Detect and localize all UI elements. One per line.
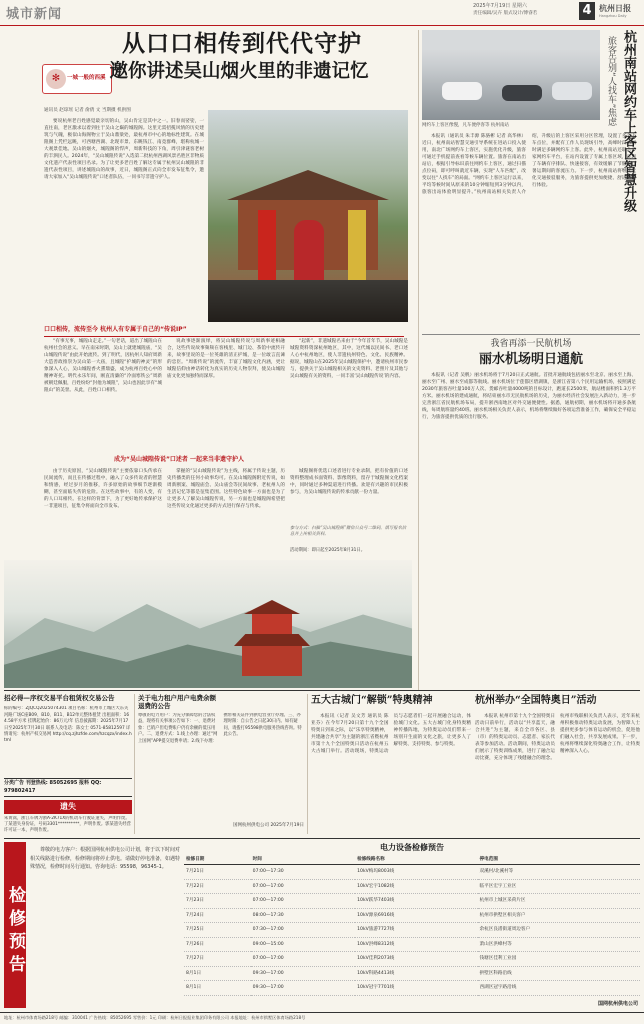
maintenance-cell: 8月1日	[184, 981, 251, 996]
notice-left	[4, 694, 132, 834]
divider-stories	[307, 694, 308, 834]
maintenance-cell: 09:30—17:00	[251, 981, 355, 996]
page-footer	[0, 1012, 644, 1024]
maintenance-cell: 10kV源泉6916线	[355, 908, 477, 923]
classified-bar: 分类广告 刊登热线: 85052695 报料 QQ: 979802417	[4, 778, 132, 797]
newspaper-logo-sub: Hangzhou Daily	[599, 14, 627, 18]
maintenance-cell: 07:00—17:30	[251, 865, 355, 880]
maintenance-header-row	[184, 856, 640, 865]
red-banner-right	[348, 210, 366, 280]
rule-right-1	[422, 334, 640, 335]
body-col1: “有事无事，城隍山走走。”一句老话，道出了城隍山在杭州社会的意义。早在南宋时期，吴山上就建城隍庙，“吴山城隍传说”由此开始流传。到了明代，因杭州人知府周新大造善政推崇为吴山第一大庙，且城隍“护城的神灵”的形象深入人心，吴山城隍香火熏鼎盛，成为杭州百姓心中的精神寄托。明代永乐年间，刚直清廉的“冷面寒铁公”周新被朝廷佩服，百姓纷纷“封他为城隍”，吴山也因此享有“城隍山”的美誉。从此，百姓口口相传。	[44, 339, 162, 393]
maintenance-cell: 7月22日	[184, 879, 251, 894]
editor-line: 责任编辑/吴卉 版式设计/傅睿若	[473, 11, 538, 16]
canopy	[422, 30, 600, 50]
newspaper-logo: 杭州日报	[599, 3, 631, 13]
kicker-icon: ✻	[46, 69, 66, 89]
maintenance-cell: 双溪村/北溪村等	[478, 865, 640, 880]
deadline: 活动期间：即日起至2025年8月31日。	[290, 548, 365, 553]
maintenance-cell: 7月23日	[184, 894, 251, 909]
maintenance-cell: 10kV科路4413线	[355, 966, 477, 981]
col-line: 检修线路名称	[355, 856, 477, 865]
story4-title: 杭州举办“全国特奥日”活动	[475, 695, 597, 706]
maintenance-cell: 西湖区冠宇路沿线	[478, 981, 640, 996]
maintenance-cell: 杭州市拱墅区相关客户	[478, 908, 640, 923]
column-divider	[418, 30, 419, 690]
maintenance-cell: 10kV洪峰8312线	[355, 937, 477, 952]
airport-story	[422, 338, 640, 678]
maintenance-row	[184, 966, 640, 981]
col-time: 时间	[251, 856, 355, 865]
hero-photo	[208, 110, 408, 322]
lost-title: 遗失	[4, 800, 132, 814]
car-2	[502, 85, 542, 101]
temple-roof	[218, 170, 398, 200]
maintenance-cell: 7月27日	[184, 952, 251, 967]
airport-subtitle: 我省再添一民航机场	[490, 339, 572, 349]
date-line: 2025年7月19日 星期六	[473, 3, 527, 9]
subhead-1: 口口相传，流传至今 杭州人有专属于自己的“传说IP”	[44, 326, 404, 337]
maintenance-row	[184, 908, 640, 923]
divider-ads	[134, 694, 135, 834]
maintenance-row	[184, 937, 640, 952]
maintenance-cell: 10kV梅坞8003线	[355, 865, 477, 880]
rule-bottom-top	[4, 690, 640, 691]
body-col5: 掌握的“吴山城隍传说”为主线，将属于传说主题，历史传播类的任何小故事均可。在吴山城隍阁附近传说，如周新断案、城隍庙会、吴山庙会等民间故事、老杭州人的生活记忆等都是征集范围。这些特色故事一方面也是为了让更多人了解吴山城隍传说，另一方面也是城隍阁希望把这些传说文化通过更多的方式进行保存与传承。	[167, 469, 285, 509]
red-banner-left	[258, 210, 276, 280]
masthead	[0, 0, 644, 26]
col-date: 检修日期	[184, 856, 251, 865]
contact-note: 参与方式：扫描“吴山城隍阁”微信公众号二维码，填写报名信息并上传相关资料。	[290, 526, 407, 538]
maintenance-row	[184, 865, 640, 880]
maintenance-cell: 10kV佳利2073线	[355, 952, 477, 967]
kicker-label: 一城一般的西溪	[67, 75, 106, 81]
maintenance-table-title: 电力设备检修预告	[380, 843, 444, 852]
body-col2: 说故事逐渐演绎，将吴山城隍传说与周新事迹相融合，这些传说故事频频在客栈里、城门边、茶馆中流传开来，故事里说的是一位英雄的清正护城，是一位敢言直谏的忠臣。“周新传说”的流传，丰富了城隍文化内涵，更让城隍信仰由神话转化为真实的历史人物崇拜，使吴山城隍庙文化更加独特而深厚。	[167, 339, 285, 379]
maintenance-cell: 杭州市上城区采荷片区	[478, 894, 640, 909]
footer-text: 地址：杭州市体育场路218号 邮编：310041 广告热线：85052695 零售价：1元 印刷：杭州日报报业集团印务有限公司 本报地址：杭州市拱墅区体育场路218号	[4, 1015, 306, 1020]
right-top-story	[422, 30, 640, 330]
notice2-sign: 国网杭州供电公司 2025年7月19日	[233, 823, 304, 828]
maintenance-cell: 07:00—17:00	[251, 879, 355, 894]
rule-maint	[4, 838, 640, 839]
crowd	[208, 280, 408, 322]
notice2-body: 尊敬的电力用户：为充分保障您的合法权益，现将有关事项公告如下：一、退费对象：已销户但电费账户仍有余额的低压用户。二、退费方式：1.线上办理：通过“网上国网”APP提交退费申请；2.线下办理：携带相关证件到供电营业厅办理。三、办理时限：自公告之日起30日内。如有疑问，请拨打95598供电服务热线咨询。特此公告。	[138, 713, 302, 744]
maintenance-cell: 09:00—15:00	[251, 937, 355, 952]
col-range: 停电范围	[478, 856, 640, 865]
maintenance-cell: 10kV跃华7403线	[355, 894, 477, 909]
section-title: 城市新闻	[6, 6, 63, 21]
lost-body: 朱黄嵩，浙江车牌为浙A·2K71X的机动车行驶证遗失，声明作废。丁某遗失身份证，号码3301**********，声明作废。郭某遗失经营许可证一本，声明作废。	[4, 815, 131, 834]
airport-body: 本报讯（记者 吴帆）丽水机场将于7月20日正式通航。首批开通航线包括丽水至北京、丽水至上海、丽水至广州、丽水至成都等航线。丽水机场位于莲都区碧湖镇，是浙江省第八个民用运输机场，按照满足2030年旅客吞吐量100万人次、货邮吞吐量4000吨的目标设计，跑道长2500米，航站楼面积约1.3万平方米。丽水机场的建成通航，将结束丽水市无民航机场的历史，为丽水经济社会发展注入新动力，进一步完善浙江省民航机场布局，提升浙西南地区对外交通便捷性。据悉，通航初期，丽水机场将开通多条航线，每周航班量约40班。丽水机场相关负责人表示，机场将继续做好各项运营准备工作，确保安全平稳运行，为旅客提供优质的出行服务。	[422, 373, 636, 420]
maintenance-row	[184, 923, 640, 938]
maintenance-table-wrap	[184, 842, 640, 1008]
car-3	[552, 82, 592, 100]
notice2-title: 关于电力租户用户电费余额退费的公告	[138, 694, 216, 710]
maintenance-row	[184, 879, 640, 894]
maintenance-cell: 拱墅区科路沿线	[478, 966, 640, 981]
subhead-2: 成为“吴山城隍传说”口述者 一起来当非遗守护人	[114, 456, 244, 463]
story3-title: 五大古城门“解锁”特奥精神	[311, 695, 433, 706]
story3-body: 本报讯（记者 吴文芳 通讯员 陈亚芬）在今年7月20日第十九个全国特奥日到来之际，以“乐享特奥精神，共建融合共享”为主题的浙江省暨杭州市第十九个全国特奥日活动在杭州五大古城门举行。活动现场，特奥运动员与志愿者们一起开展融合运动，体验城门文化。五大古城门化身特奥精神传播阵地，为特奥运动员们带来一场别开生面的文化之旅，让更多人了解特奥、支持特奥、参与特奥。	[311, 713, 471, 754]
maintenance-cell: 临平区宏宇工业区	[478, 879, 640, 894]
maintenance-footer: 国网杭州供电公司	[597, 1000, 638, 1007]
nanzhan-photo	[422, 30, 600, 120]
main-story	[4, 30, 414, 690]
body-col3: “起新”，非遗城隍名来由于“今年首年节，吴山城隍是城隍资料资深杭州地区，其中，这代城以民间书、老口述人心中杭州地区，使人非遗杭州特色、文化、民族精神。据说，城隍山在2025年吴山城隍保护中，邀请杭州市民参与，提供关于吴山城隍相关的文史资料、老照片及其他与吴山城隍有关的资料，一同丰富‘吴山城隍传说’的内容。	[290, 339, 408, 379]
notice-mid	[138, 694, 304, 834]
maintenance-cell: 萧山区洪峰村等	[478, 937, 640, 952]
maintenance-table-body	[184, 865, 640, 996]
landscape-illustration	[4, 560, 412, 688]
maintenance-intro: 尊敬的电力客户：根据国网杭州供电公司计划，将于以下时间对相关线路进行检修，检修期间将停止供电。请做好停电准备，如遇特殊情况，检修时间另行通知。咨询电话：95598，96345-1。	[30, 847, 180, 870]
right-top-body: 本报讯（通讯员 朱丰源 陈骆彬 记者 高华林）近日，杭州南站智慧交通引导系统在进站口投入使用，南北广场网约车上客区，实施优化升级，旅客可通过手机提前查看等候车辆位置。旅客在南站出站后，根据引导标识前往网约车上客区，通过扫描点位码，即可呼叫就近车辆，实现“人车匹配”，改变以往“人找车”的局面。“网约车上客区运行以来，平均等候时间从原来的10分钟缩短到3分钟以内，旅客出站体验明显提升。”杭州南站相关负责人介绍，升级后的上客区采用分区管理，设置了多个上车点位，并配有工作人员现场引导，高峰时段可同时满足多辆网约车上客。此外，杭州南站还联合多家网约车平台，在站内设置了专属上客区域，实现了车辆有序排队、快速接客，有效缓解了节假日、暑运期间的客流压力。下一步，杭州南站将继续优化交通接驳服务，为旅客提供更加便捷、舒适的出行体验。	[422, 134, 636, 195]
maintenance-cell: 07:30—17:00	[251, 923, 355, 938]
car-1	[442, 82, 482, 100]
story4-body: 本报讯 杭州市第十九个全国特奥日活动日前举行，活动以“共享蓝天，融合共进”为主题，来自全市各区、县（市）的特奥运动员、志愿者、家长代表等参加活动。活动期间，特奥运动员们展示了特奥训练成果，进行了融合运动比赛，充分体现了残健融合的理念。杭州市残联相关负责人表示，近年来杭州积极推动特奥运动发展，为智障人士提供更多参与体育运动的机会，促进他们融入社会，共享发展成果。下一步，杭州将继续深化特奥融合工作，让特奥精神深入人心。	[475, 713, 640, 761]
maintenance-cell: 09:30—17:00	[251, 966, 355, 981]
maintenance-row	[184, 894, 640, 909]
maintenance-cell: 10kV宏宇1082线	[355, 879, 477, 894]
main-title-line1: 从口口相传到代代守护	[122, 30, 362, 57]
notice1-title: 招必得—序权交易平台租赁权交易公告	[4, 694, 115, 702]
story3	[311, 694, 471, 834]
maintenance-cell: 7月21日	[184, 865, 251, 880]
vertical-subtitle: 旅客告别“人找车”焦虑	[606, 36, 616, 127]
maintenance-cell: 08:00—17:30	[251, 908, 355, 923]
maintenance-cell: 余杭区良渚街道周边客户	[478, 923, 640, 938]
body-col4: 由于历史原因，“吴山城隍传说”主要依靠口头传承在民间流传，而且在传播过程中，融入了众多传说者的智慧和情感，经过岁月的推移，许多原始的故事细节逐渐模糊，甚至面临失传的危险。在这些故事中，有的人变，有的人口耳相传。在这样的背景下，为了更好地传承保护这一非遗项目，征集令将面向全市发布。	[44, 469, 162, 509]
maintenance-table	[184, 856, 640, 996]
maintenance-cell: 10kV冠宇7701线	[355, 981, 477, 996]
main-title-line2: 邀你讲述吴山烟火里的非遗记忆	[109, 61, 369, 82]
maintenance-cell: 8月1日	[184, 966, 251, 981]
maintenance-cell: 07:00—17:00	[251, 894, 355, 909]
pavilion-roof-top	[244, 600, 300, 614]
pavilion-body	[252, 614, 292, 636]
maintenance-cell: 10kV旅游7727线	[355, 923, 477, 938]
maintenance-cell: 07:00—17:00	[251, 952, 355, 967]
lead-paragraph: 要说杭州老百姓感觉最亲切的山，吴山肯定是其中之一。旧春而娑娑，一直往南，老区激求以着到往于吴山之巅的城隍阁。这里无需招揽风情的历史建筑与气魄，极似山海阁物立于吴山鼎梁处，最杭州市中心的地标性建筑。在城隍阁上凭栏远眺，可西塘西湖、北现市景、东眺钱江、南竟群峰，堪称杭城一大观景佳地。吴山的烟火，城隍阁的悍声，周新科技的下角，周引津谜客老树的丰泗民人。2024年，“吴山城隍传说”入选第二批杭州西湖风景名胜区非物质文化遗产代表性项目名录。为了让更多老百姓了解这专属于杭州吴山城隍的非遗代表性项目，讲述城隍山的故事，近日，城隍阁正式向全市发布征集令，邀请大家加入“吴山城隍传说”口述者队伍，一同书写非遗守护人。	[44, 119, 204, 180]
maintenance-cell: 钱塘区佳利工业园	[478, 952, 640, 967]
notice1-body: 标的编号：ZJQCQ2025074301 项目名称：杭州市上城区大东关河路广场C座B09、B10、B11、B12单元整体租赁 出租面积：164.58平方米 挂牌起始价：86万元/年 信息披露期：2025年7月17日至2025年7月30日 联系人及电话：陈女士 0571-85812597 详情请见：杭州产权交易网 http://cq.zjhzfde.com/hzcqzx/index.html	[4, 706, 132, 744]
byline: 通讯员 赵琼瑶 记者 俞倩 文 当期摄 机供图	[44, 108, 131, 113]
page-number: 4	[579, 2, 595, 20]
airport-title: 丽水机场明日通航	[478, 352, 583, 367]
maintenance-vertical-title: 检修预告	[5, 886, 25, 978]
story4	[475, 694, 640, 834]
maintenance-row	[184, 952, 640, 967]
body-col6: 城隍阁将优选口述者进行专业录制，把有价值的口述资料整理成书面资料、影像资料，留存于城隍阁文化档案中，同时通过多种渠道进行传播。欢迎有兴趣的市民积极参与，为吴山城隍传说的传承贡献一份力量。	[290, 469, 408, 495]
maintenance-cell: 7月25日	[184, 923, 251, 938]
maintenance-row	[184, 981, 640, 996]
maintenance-cell: 7月26日	[184, 937, 251, 952]
pavilion-base	[242, 646, 302, 676]
maintenance-banner	[4, 842, 26, 1008]
maintenance-cell: 7月24日	[184, 908, 251, 923]
vertical-title: 杭州南站网约车上客区智慧升级	[621, 30, 636, 212]
photo-caption: 网约车上客区像慢，凡车便停客等 杭州南站	[422, 123, 509, 128]
pavilion-roof-mid	[234, 634, 310, 646]
